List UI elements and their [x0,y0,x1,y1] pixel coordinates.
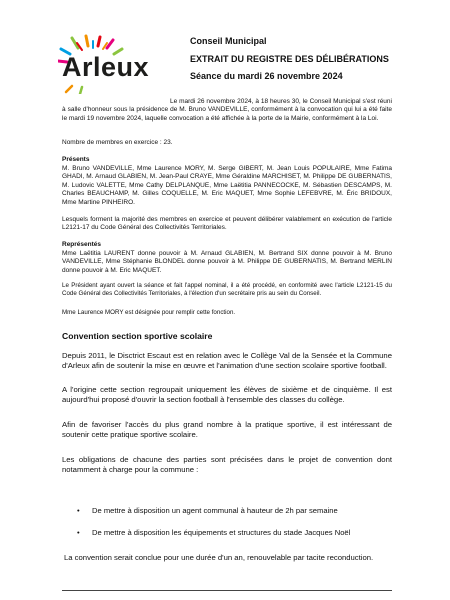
paragraph-2: A l'origine cette section regroupait uniquement les élèves de sixième et de cinquième. Il est aujourd'hui proposé d'ouvrir la section football à l'ensemble des classes du collège. [62,385,392,404]
secretary-designation: Mme Laurence MORY est désignée pour remplir cette fonction. [62,309,236,316]
document-header [190,36,430,82]
logo-text: Arleux [62,52,150,82]
session-date: Séance du mardi 26 novembre 2024 [190,71,343,81]
header-title: Conseil Municipal [190,36,267,46]
representes-list: Mme Laëtitia LAURENT donne pouvoir à M. Arnaud GLABIEN, M. Bertrand SIX donne pouvoir à M. Bruno VANDEVILLE, Mme Stéphanie BLONDEL donne pouvoir à M. Philippe DE GUBERNATIS, M. Bertrand MERLIN donne pouvoir à M. Eric MAQUET. [62,250,392,274]
arleux-logo [58,34,166,94]
list-item [62,506,392,516]
bullet-icon: • [77,506,80,515]
paragraph-3: Afin de favoriser l'accès du plus grand nombre à la pratique sportive, il est intéressant de soutenir cette pratique sportive scolaire. [62,420,392,439]
intro-paragraph: Le mardi 26 novembre 2024, à 18 heures 30, le Conseil Municipal s'est réuni à salle d'honneur sous la présidence de M. Bruno VANDEVILLE, conformément à la convocation qui lui a été faite le mardi 19 novembre 2024, laquelle convocation a été affichée à la porte de la Mairie, conformément à la Loi. [62,98,392,122]
bullet-text: De mettre à disposition les équipements et structures du stade Jacques Noël [92,528,351,537]
representes-heading: Représentés [62,241,102,248]
members-count: Nombre de membres en exercice : 23. [62,139,173,146]
header-subtitle: EXTRAIT DU REGISTRE DES DÉLIBÉRATIONS [190,53,389,64]
majority-statement: Lesquels forment la majorité des membres en exercice et peuvent délibérer valablement en exécution de l'article L2121-17 du Code Général des Collectivités Territoriales. [62,216,392,232]
presents-heading: Présents [62,156,90,163]
bullet-text: De mettre à disposition un agent communal à hauteur de 2h par semaine [92,506,338,515]
list-item [62,528,392,538]
section-title: Convention section sportive scolaire [62,331,213,341]
presents-list: M. Bruno VANDEVILLE, Mme Laurence MORY, M. Serge GIBERT, M. Jean Louis POPULAIRE, Mme Fatima GHADI, M. Arnaud GLABIEN, M. Jean-Paul CRAYE, Mme Géraldine MARCHISET, M. Philippe DE GUBERNATIS, M. Ludovic VALETTE, Mme Cathy DELPLANQUE, Mme Laëtitia PANNECOCKE, M. Sébastien DESCAMPS, M. Charles BEAUCHAMP, M. Gilles COQUELLE, M. Eric MAQUET, Mme Sophie LEFEBVRE, M. Éric BRIDOUX, Mme Martine PINHEIRO. [62,165,392,206]
footer-divider [62,590,392,591]
paragraph-4: Les obligations de chacune des parties sont précisées dans le projet de convention dont notamment à charge pour la commune : [62,455,392,474]
bullet-icon: • [77,528,80,537]
paragraph-1: Depuis 2011, le Disctrict Escaut est en relation avec le Collège Val de la Sensée et la Commune d'Arleux afin de soutenir la mise en œuvre et l'animation d'une section scolaire sportive football. [62,351,392,370]
bullet-list [62,506,392,550]
president-note: Le Président ayant ouvert la séance et fait l'appel nominal, il a été procédé, en conformité avec l'article L2121-15 du Code Général des Collectivités Territoriales, à l'élection d'un secrétaire pris au sein du Conseil. [62,282,392,298]
conclusion: La convention serait conclue pour une durée d'un an, renouvelable par tacite reconduction. [64,553,374,562]
